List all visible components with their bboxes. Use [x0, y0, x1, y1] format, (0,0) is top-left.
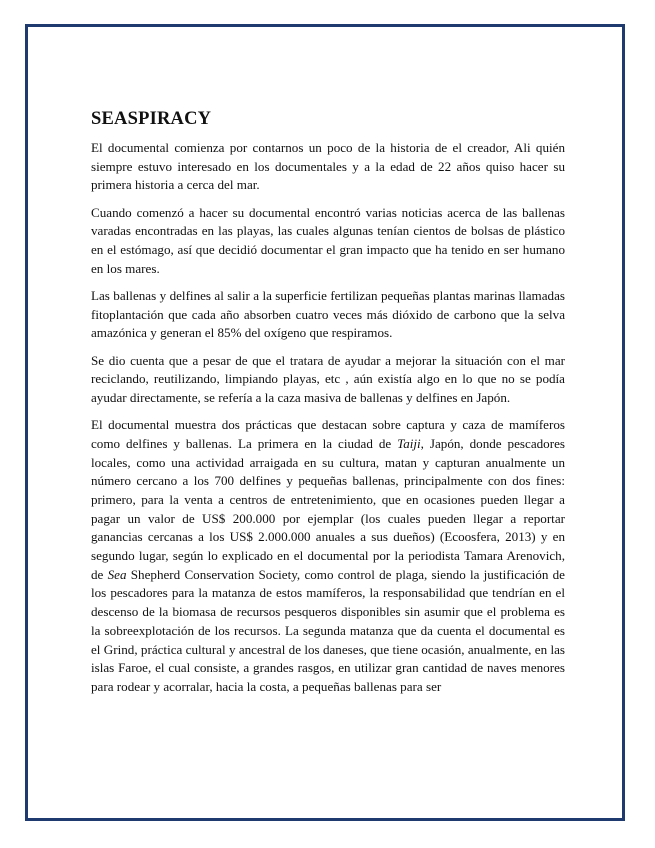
paragraph-text: Shepherd Conservation Society, como control de plaga, siendo la justificación de los pescadores para la matanza de estos mamíferos, la responsabilidad que tendrían en el descenso de la biomasa de recursos pesqueros disponibles sin asumir que el problema es la sobreexplotación de los recursos. La segunda matanza que da cuenta el documental es el Grind, práctica cultural y ancestral de los daneses, que tiene ocasión, anualmente, en las islas Faroe, el cual consiste, a grandes rasgos, en utilizar gran cantidad de naves menores para rodear y acorralar, hacia la costa, a pequeñas ballenas para ser: [91, 566, 565, 694]
paragraph-two-practices: [91, 416, 565, 697]
document-body: [91, 108, 565, 705]
paragraph-beached-whales: [91, 204, 565, 279]
paragraph-text: Cuando comenzó a hacer su documental encontró varias noticias acerca de las ballenas varadas encontradas en las playas, las cuales algunas tenían cientos de bolsas de plástico en el estómago, así que decidió documentar el gran impacto que ha tenido en ser humano en los mares.: [91, 204, 565, 276]
paragraph-japan-hunting: [91, 352, 565, 408]
paragraph-text: , Japón, donde pescadores locales, como una actividad arraigada en su cultura, matan y capturan anualmente un número cercano a los 700 delfines y pequeñas ballenas, principalmente con dos fines: primero, para la venta a centros de entretenimiento, que en ocasiones pueden llegar a pagar un valor de US$ 200.000 por ejemplar (los cuales pueden llegar a reportar ganancias cercanas a los US$ 2.000.000 anuales a sus dueños) (Ecoosfera, 2013) y en segundo lugar, según lo explicado en el documental por la periodista Tamara Arenovich, de: [91, 435, 565, 582]
italic-organization-name: Sea: [107, 566, 127, 582]
document-title: SEASPIRACY: [91, 109, 212, 129]
paragraph-text: Las ballenas y delfines al salir a la superficie fertilizan pequeñas plantas marinas llamadas fitoplantación que cada año absorben cuatro veces más dióxido de carbono que la selva amazónica y generan el 85% del oxígeno que respiramos.: [91, 287, 565, 341]
paragraph-text: El documental muestra dos prácticas que destacan sobre captura y caza de mamíferos como delfines y ballenas. La primera en la ciudad de: [91, 417, 565, 451]
italic-place-name: Taiji: [397, 435, 421, 451]
paragraph-text: Se dio cuenta que a pesar de que el tratara de ayudar a mejorar la situación con el mar reciclando, reutilizando, limpiando playas, etc , aún existía algo en lo que no se podía ayudar directamente, se refería a la caza masiva de ballenas y delfines en Japón.: [91, 352, 565, 405]
paragraph-intro: [91, 139, 565, 195]
paragraph-phytoplankton: [91, 287, 565, 343]
paragraph-text: El documental comienza por contarnos un poco de la historia de el creador, Ali quién siempre estuvo interesado en los documentales y a la edad de 22 años quiso hacer su primera historia a cerca del mar.: [91, 140, 565, 193]
